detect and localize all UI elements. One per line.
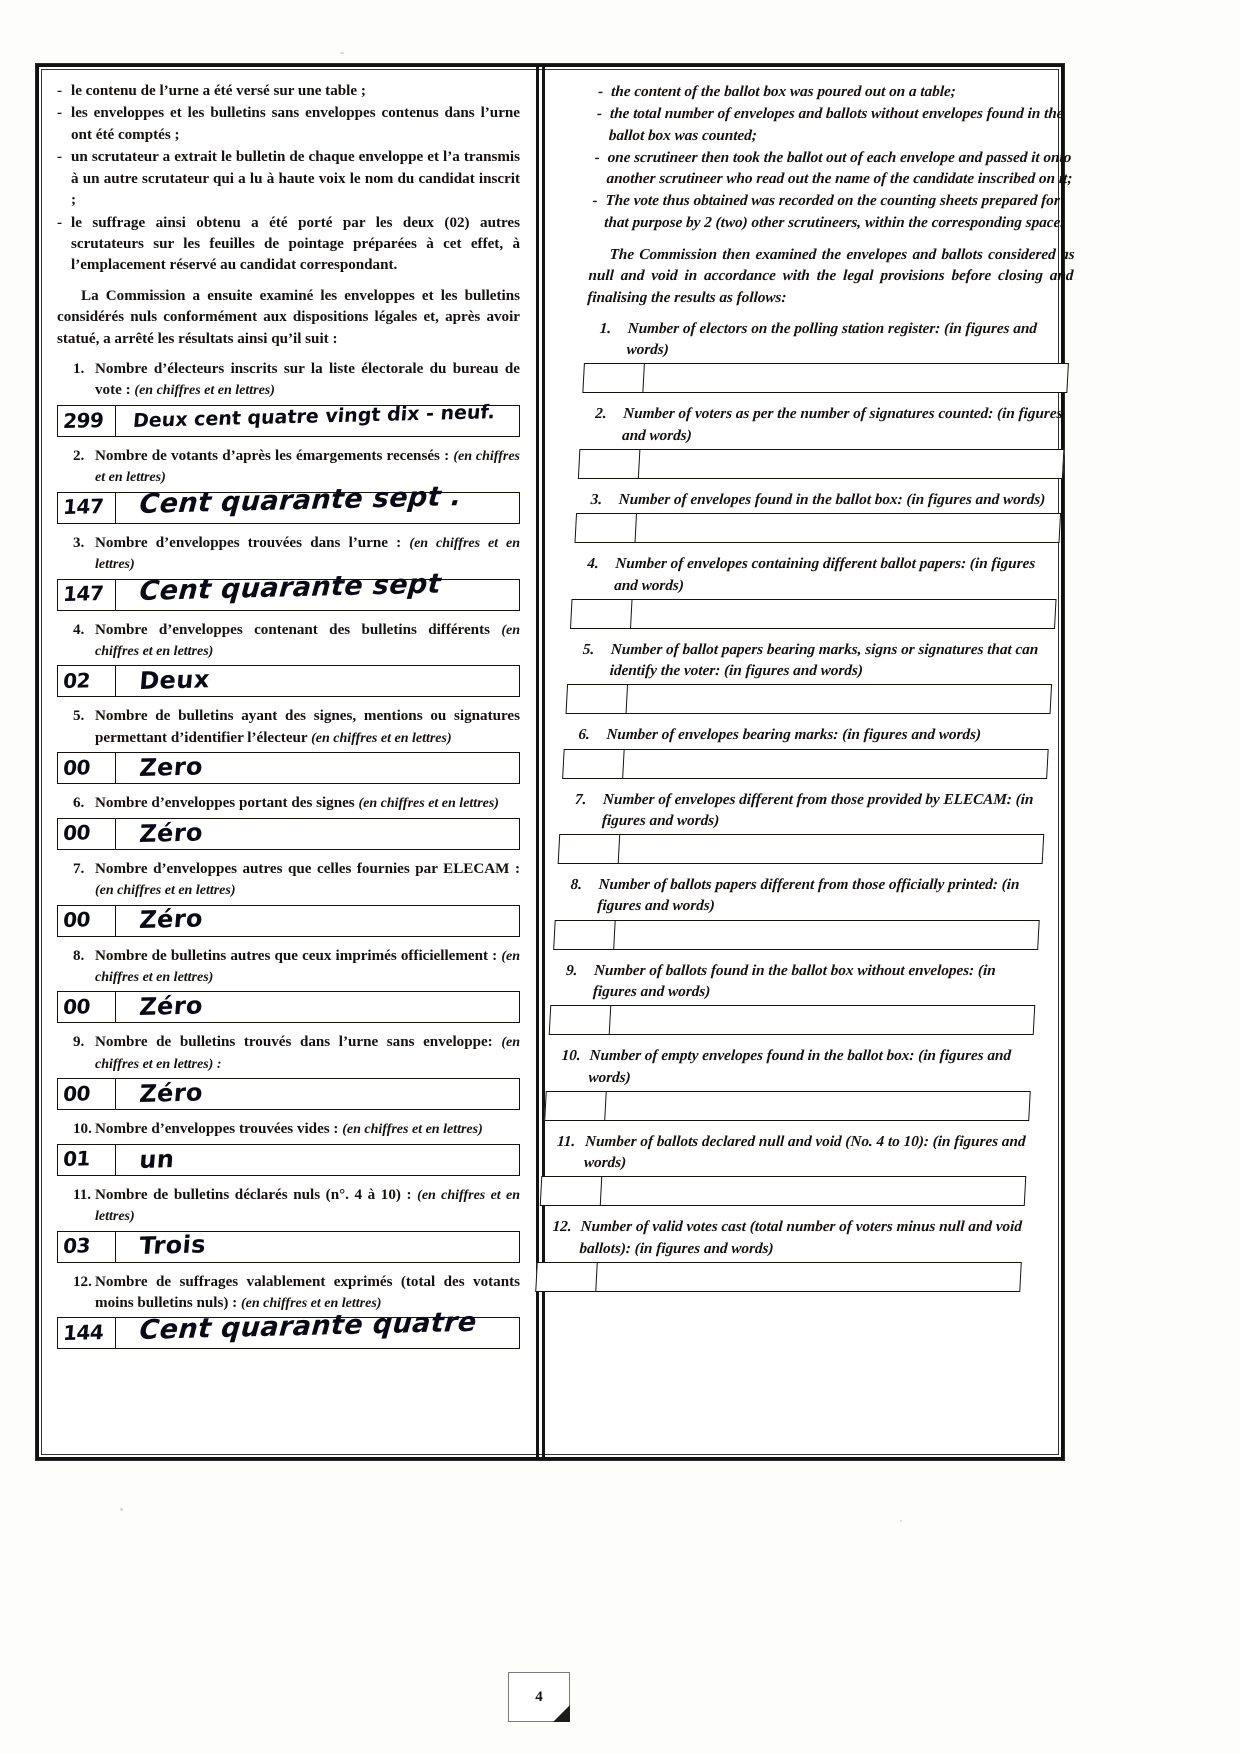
scan-speck [900, 1520, 902, 1522]
item-label-text: Nombre de bulletins ayant des signes, mentions ou signatures permettant d’identifier l’électeur [95, 708, 520, 746]
item-label [95, 620, 520, 663]
dash-icon: - [594, 148, 601, 166]
english-item-8 [555, 874, 1042, 917]
french-bullet-text: les enveloppes et les bulletins sans enveloppes contenus dans l’urne ont été comptés ; [71, 105, 520, 143]
english-item-7 [559, 789, 1046, 832]
words-cell[interactable] [636, 514, 1060, 542]
words-cell[interactable] [639, 450, 1063, 478]
item-label-text: Nombre d’enveloppes autres que celles fournies par ELECAM : [95, 860, 520, 877]
item-label: Number of envelopes different from those provided by ELECAM: (in figures and words) [601, 790, 1034, 829]
words-cell[interactable] [627, 685, 1051, 713]
figures-cell[interactable] [554, 921, 615, 949]
english-bullet-list [591, 81, 1084, 233]
answer-row-fr-9[interactable] [57, 1078, 520, 1110]
item-number: 1. [73, 361, 85, 378]
figures-cell[interactable] [58, 493, 116, 523]
answer-row-en-10[interactable] [544, 1091, 1031, 1121]
figures-cell[interactable] [545, 1092, 606, 1120]
answer-row-fr-12[interactable] [57, 1306, 520, 1349]
english-item-2 [580, 403, 1067, 446]
handwritten-figures: 03 [62, 1233, 91, 1259]
answer-row-fr-6[interactable] [57, 818, 520, 850]
answer-row-fr-11[interactable] [57, 1231, 520, 1263]
figures-cell[interactable] [563, 750, 624, 778]
list-item [598, 81, 1084, 102]
list-item [57, 81, 520, 102]
item-label: Number of ballots found in the ballot box without envelopes: (in figures and words) [592, 961, 997, 1001]
dash-icon: - [57, 149, 63, 166]
english-item-4 [572, 553, 1059, 596]
handwritten-figures: 00 [62, 1081, 91, 1106]
french-item-8 [57, 946, 520, 989]
handwritten-words: Cent quarante quatre [138, 1306, 478, 1347]
english-item-3 [576, 489, 1062, 510]
scan-speck [340, 52, 344, 54]
answer-row-en-8[interactable] [553, 920, 1040, 950]
handwritten-words: Cent quarante sept . [138, 481, 463, 521]
french-bullet-list [57, 81, 520, 277]
item-note: (en chiffres et en lettres) [134, 383, 275, 399]
figures-cell[interactable] [579, 450, 640, 478]
figures-cell[interactable] [576, 514, 637, 542]
handwritten-words: Zero [138, 752, 205, 783]
french-item-10 [57, 1119, 520, 1140]
english-paragraph: The Commission then examined the envelopes and ballots considered as null and void in accordance with the legal provisions before closing and finalising the results as follows: [586, 245, 1076, 306]
french-bullet-text: le contenu de l’urne a été versé sur une table ; [71, 83, 366, 99]
answer-row-en-3[interactable] [574, 513, 1061, 543]
item-number: 8. [73, 947, 85, 964]
words-cell[interactable] [605, 1092, 1029, 1120]
french-item-11 [57, 1185, 520, 1228]
handwritten-figures: 299 [62, 407, 105, 433]
item-number: 11. [556, 1132, 576, 1150]
item-note: (en chiffres et en lettres) [358, 796, 499, 812]
words-cell[interactable] [116, 1145, 519, 1175]
item-number: 4. [586, 555, 600, 573]
words-cell[interactable] [116, 1232, 519, 1262]
answer-row-fr-7[interactable] [57, 905, 520, 937]
item-number: 2. [73, 447, 85, 464]
item-label-text: Nombre de votants d’après les émargements recensés : [95, 447, 454, 464]
item-number: 6. [73, 795, 85, 812]
answer-row-en-9[interactable] [549, 1005, 1036, 1035]
item-number: 1. [599, 319, 612, 337]
item-number: 3. [73, 534, 85, 551]
item-number: 6. [577, 726, 591, 744]
list-item [57, 147, 520, 211]
answer-row-fr-1[interactable] [57, 401, 520, 437]
french-item-1 [57, 359, 520, 402]
list-item [591, 190, 1078, 233]
words-cell[interactable] [116, 568, 519, 610]
item-label-text: Nombre d’enveloppes trouvées dans l’urne : [95, 534, 410, 551]
words-cell[interactable] [116, 666, 519, 696]
dash-icon: - [57, 214, 63, 231]
figures-cell[interactable] [58, 992, 116, 1022]
handwritten-figures: 144 [62, 1319, 105, 1345]
item-label: Number of electors on the polling station register: (in figures and words) [626, 319, 1038, 359]
item-number: 10. [561, 1047, 582, 1065]
answer-row-fr-2[interactable] [57, 481, 520, 524]
item-note: (en chiffres et en lettres) [95, 535, 520, 573]
item-number: 12. [73, 1273, 92, 1290]
figures-cell[interactable] [58, 819, 116, 849]
english-item-11 [541, 1131, 1028, 1174]
handwritten-words: Trois [138, 1230, 208, 1261]
words-cell[interactable] [116, 481, 519, 523]
figures-cell[interactable] [559, 835, 620, 863]
handwritten-words: un [138, 1144, 176, 1174]
item-number: 10. [73, 1121, 92, 1138]
dash-icon: - [596, 105, 603, 123]
figures-cell[interactable] [58, 1232, 116, 1262]
english-bullet-text: The vote thus obtained was recorded on the counting sheets prepared for that purpose by 2 (two) other scrutineers, within the corresponding space. [603, 192, 1065, 231]
item-label-text: Nombre de suffrages valablement exprimés (total des votants moins bulletins nuls) : [95, 1273, 520, 1311]
page-number-mark [508, 1672, 570, 1722]
item-label-text: Nombre d’enveloppes trouvées vides : [95, 1121, 343, 1138]
item-label-text: Nombre d’enveloppes contenant des bulletins différents [95, 621, 502, 638]
handwritten-figures: 00 [62, 907, 91, 933]
answer-row-fr-4[interactable] [57, 665, 520, 697]
figures-cell[interactable] [58, 406, 116, 436]
item-label [95, 859, 520, 902]
item-label: Number of valid votes cast (total number of voters minus null and void ballots): (in figures and words) [579, 1218, 1023, 1257]
words-cell[interactable] [116, 1079, 519, 1109]
item-note: (en chiffres et en lettres) [240, 1295, 382, 1311]
item-label [95, 359, 520, 402]
figures-cell[interactable] [583, 364, 644, 392]
dash-icon: - [597, 83, 604, 100]
item-label: Number of envelopes bearing marks: (in figures and words) [605, 726, 982, 744]
words-cell[interactable] [596, 1263, 1020, 1291]
handwritten-words: Zéro [138, 1078, 205, 1109]
handwritten-words: Zéro [138, 904, 205, 935]
handwritten-words: Zéro [138, 818, 205, 848]
list-item [57, 213, 520, 277]
words-cell[interactable] [116, 1306, 519, 1348]
handwritten-words: Cent quarante sept [138, 568, 443, 608]
item-label [95, 706, 520, 749]
handwritten-words: Deux cent quatre vingt dix - neuf. [132, 401, 496, 432]
item-note: (en chiffres et en lettres) [95, 1187, 520, 1225]
item-number: 8. [570, 876, 583, 894]
figures-cell[interactable] [541, 1177, 602, 1205]
french-item-4 [57, 620, 520, 663]
item-label-text: Nombre de bulletins trouvés dans l’urne sans enveloppe: [95, 1034, 502, 1051]
dash-icon: - [57, 105, 63, 122]
item-label: Number of empty envelopes found in the ballot box: (in figures and words) [588, 1047, 1012, 1086]
english-bullet-text: one scrutineer then took the ballot out of each envelope and passed it onto another scrutineer who read out the name of the candidate inscribed on it; [606, 148, 1073, 188]
handwritten-words: Deux [138, 665, 211, 696]
item-number: 3. [590, 490, 603, 508]
item-number: 2. [594, 405, 608, 423]
page-number: 4 [535, 1688, 543, 1705]
words-cell[interactable] [643, 364, 1067, 392]
item-label: Number of envelopes found in the ballot box: (in figures and words) [618, 490, 1046, 508]
handwritten-figures: 00 [62, 994, 91, 1019]
item-label-text: Nombre de bulletins autres que ceux imprimés officiellement : [95, 947, 502, 964]
figures-cell[interactable] [58, 1145, 116, 1175]
item-label [95, 1032, 520, 1075]
item-label: Number of voters as per the number of signatures counted: (in figures and words) [621, 405, 1063, 444]
figures-cell[interactable] [58, 1079, 116, 1109]
handwritten-figures: 01 [62, 1146, 91, 1172]
answer-row-en-6[interactable] [562, 749, 1049, 779]
handwritten-figures: 147 [62, 581, 105, 607]
handwritten-words: Zéro [138, 991, 205, 1022]
item-note: (en chiffres et en lettres) [95, 948, 520, 985]
figures-cell[interactable] [58, 1318, 116, 1348]
handwritten-figures: 00 [62, 820, 91, 846]
dash-icon: - [57, 83, 63, 99]
item-number: 11. [73, 1186, 92, 1203]
list-item [593, 147, 1080, 190]
list-item [57, 103, 520, 146]
french-bullet-text: un scrutateur a extrait le bulletin de chaque enveloppe et l’a transmis à un autre scrutateur qui a lu à haute voix le nom du candidat inscrit ; [71, 149, 520, 209]
list-item [595, 103, 1082, 146]
english-item-1 [584, 318, 1071, 361]
item-number: 5. [582, 640, 595, 658]
answer-row-en-5[interactable] [565, 684, 1052, 714]
item-label [95, 1185, 520, 1228]
item-label [95, 793, 520, 814]
item-number: 7. [574, 790, 587, 808]
english-item-6 [564, 724, 1050, 745]
item-label: Number of ballots papers different from those officially printed: (in figures and words) [597, 876, 1020, 915]
french-paragraph: La Commission a ensuite examiné les enveloppes et les bulletins considérés nuls conformément aux dispositions légales et, après avoir statué, a arrêté les résultats ainsi qu’il suit : [57, 287, 520, 347]
item-note: (en chiffres et en lettres) [95, 622, 520, 660]
figures-cell[interactable] [58, 580, 116, 610]
words-cell[interactable] [623, 750, 1047, 778]
item-note: (en chiffres et en lettres) [95, 448, 520, 486]
figures-cell[interactable] [58, 906, 116, 936]
words-cell[interactable] [116, 401, 519, 436]
item-label: Number of ballots declared null and void (No. 4 to 10): (in figures and words) [583, 1132, 1027, 1172]
item-number: 4. [73, 621, 85, 638]
answer-row-fr-10[interactable] [57, 1144, 520, 1176]
scan-speck [120, 1508, 123, 1511]
english-item-5 [567, 639, 1054, 682]
french-item-5 [57, 706, 520, 749]
english-item-12 [537, 1216, 1024, 1259]
answer-row-en-1[interactable] [582, 363, 1069, 393]
answer-row-en-7[interactable] [558, 834, 1045, 864]
english-item-9 [550, 960, 1037, 1003]
english-bullet-text: the total number of envelopes and ballots without envelopes found in the ballot box was counted; [608, 105, 1064, 144]
figures-cell[interactable] [571, 600, 632, 628]
figures-cell[interactable] [536, 1263, 597, 1291]
item-label: Number of ballot papers bearing marks, signs or signatures that can identify the voter: (in figures and words) [609, 640, 1039, 680]
item-note: (en chiffres et en lettres) [342, 1122, 483, 1138]
answer-row-fr-3[interactable] [57, 568, 520, 611]
item-label-text: Nombre d’enveloppes portant des signes [95, 795, 359, 812]
french-item-7 [57, 859, 520, 902]
item-note: (en chiffres et en lettres) : [95, 1035, 520, 1072]
french-item-6 [57, 793, 520, 814]
english-column [509, 67, 1101, 1457]
answer-row-en-4[interactable] [570, 599, 1057, 629]
answer-row-fr-8[interactable] [57, 991, 520, 1023]
french-bullet-text: le suffrage ainsi obtenu a été porté par les deux (02) autres scrutateurs sur les feuilles de pointage préparées à cet effet, à l’emplacement réservé au candidat correspondant. [71, 214, 520, 274]
words-cell[interactable] [631, 600, 1055, 628]
item-label-text: Nombre de bulletins déclarés nuls (n°. 4 à 10) : [95, 1186, 418, 1203]
dash-icon: - [591, 192, 598, 210]
words-cell[interactable] [116, 819, 519, 849]
handwritten-figures: 00 [62, 755, 91, 780]
words-cell[interactable] [116, 992, 519, 1022]
item-note: (en chiffres et en lettres) [311, 730, 452, 746]
item-number: 7. [73, 860, 85, 877]
english-bullet-text: the content of the ballot box was poured out on a table; [610, 83, 957, 100]
answer-row-en-11[interactable] [540, 1176, 1027, 1206]
item-label [95, 1119, 520, 1140]
item-number: 12. [552, 1218, 573, 1236]
answer-row-en-12[interactable] [535, 1262, 1022, 1292]
words-cell[interactable] [116, 753, 519, 783]
item-number: 9. [565, 961, 578, 979]
form-frame [36, 64, 1076, 1460]
words-cell[interactable] [116, 906, 519, 936]
words-cell[interactable] [619, 835, 1043, 863]
handwritten-figures: 147 [62, 494, 105, 520]
item-label [95, 946, 520, 989]
item-number: 5. [73, 708, 85, 725]
item-note: (en chiffres et en lettres) [95, 883, 236, 899]
figures-cell[interactable] [58, 753, 116, 783]
words-cell[interactable] [610, 1006, 1034, 1034]
figures-cell[interactable] [550, 1006, 611, 1034]
answer-row-fr-5[interactable] [57, 752, 520, 784]
item-number: 9. [73, 1034, 85, 1051]
item-label: Number of envelopes containing different ballot papers: (in figures and words) [613, 555, 1036, 594]
handwritten-figures: 02 [62, 668, 91, 694]
words-cell[interactable] [601, 1177, 1025, 1205]
figures-cell[interactable] [567, 685, 628, 713]
french-column [39, 67, 536, 1457]
item-label-text: Nombre d’électeurs inscrits sur la liste électorale du bureau de vote : [95, 361, 520, 399]
figures-cell[interactable] [58, 666, 116, 696]
answer-row-en-2[interactable] [578, 449, 1065, 479]
english-item-10 [546, 1045, 1033, 1088]
words-cell[interactable] [614, 921, 1038, 949]
french-item-9 [57, 1032, 520, 1075]
